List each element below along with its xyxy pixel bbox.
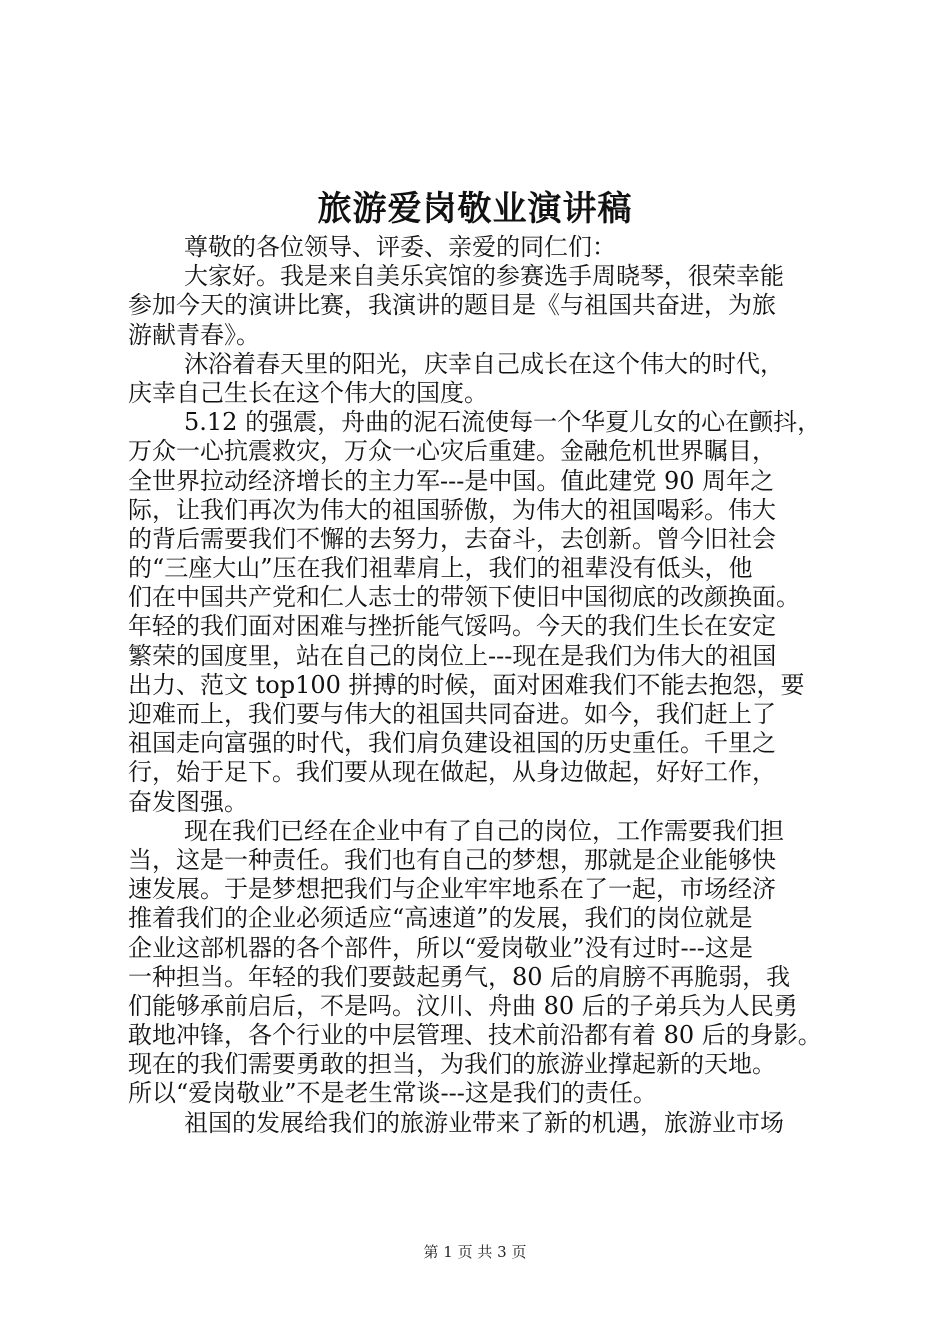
body-line: 祖国的发展给我们的旅游业带来了新的机遇，旅游业市场 <box>184 1108 784 1137</box>
body-line: 行，始于足下。我们要从现在做起，从身边做起，好好工作， <box>128 758 776 787</box>
body-line: 的背后需要我们不懈的去努力，去奋斗，去创新。曾今旧社会 <box>128 524 776 553</box>
body-line: 繁荣的国度里，站在自己的岗位上---现在是我们为伟大的祖国 <box>128 641 777 670</box>
body-line: 当，这是一种责任。我们也有自己的梦想，那就是企业能够快 <box>128 845 776 874</box>
body-line: 庆幸自己生长在这个伟大的国度。 <box>128 378 488 407</box>
document-title: 旅游爱岗敬业演讲稿 <box>317 189 633 229</box>
document-body <box>128 233 833 1138</box>
body-line: 万众一心抗震救灾，万众一心灾后重建。金融危机世界瞩目， <box>128 437 776 466</box>
page-footer: 第 1 页 共 3 页 <box>423 1243 527 1261</box>
body-line: 参加今天的演讲比赛，我演讲的题目是《与祖国共奋进，为旅 <box>128 291 776 320</box>
body-line: 现在的我们需要勇敢的担当，为我们的旅游业撑起新的天地。 <box>128 1050 776 1079</box>
body-line: 敢地冲锋，各个行业的中层管理、技术前沿都有着 80 后的身影。 <box>128 1021 822 1050</box>
body-line: 推着我们的企业必须适应“高速道”的发展，我们的岗位就是 <box>128 904 753 933</box>
body-line: 全世界拉动经济增长的主力军---是中国。值此建党 90 周年之 <box>128 466 775 495</box>
body-line: 年轻的我们面对困难与挫折能气馁吗。今天的我们生长在安定 <box>128 612 776 641</box>
body-line: 迎难而上，我们要与伟大的祖国共同奋进。如今，我们赶上了 <box>128 700 776 728</box>
body-line: 奋发图强。 <box>128 787 248 816</box>
body-line: 大家好。我是来自美乐宾馆的参赛选手周晓琴，很荣幸能 <box>184 262 784 291</box>
body-line: 沐浴着春天里的阳光，庆幸自己成长在这个伟大的时代， <box>184 349 784 378</box>
body-line: 们在中国共产党和仁人志士的带领下使旧中国彻底的改颜换面。 <box>128 583 800 612</box>
body-line: 5.12 的强震，舟曲的泥石流使每一个华夏儿女的心在颤抖， <box>184 408 822 437</box>
body-line: 际，让我们再次为伟大的祖国骄傲，为伟大的祖国喝彩。伟大 <box>128 495 776 524</box>
body-line: 的“三座大山”压在我们祖辈肩上，我们的祖辈没有低头，他 <box>128 554 753 583</box>
body-line: 游献青春》。 <box>128 320 260 349</box>
body-line: 现在我们已经在企业中有了自己的岗位，工作需要我们担 <box>184 816 784 845</box>
body-line: 出力、范文 top100 拼搏的时候，面对困难我们不能去抱怨，要 <box>128 670 805 699</box>
body-line: 尊敬的各位领导、评委、亲爱的同仁们： <box>184 233 616 261</box>
body-line: 企业这部机器的各个部件，所以“爱岗敬业”没有过时---这是 <box>128 933 753 962</box>
body-line: 速发展。于是梦想把我们与企业牢牢地系在了一起，市场经济 <box>128 875 776 904</box>
body-line: 祖国走向富强的时代，我们肩负建设祖国的历史重任。千里之 <box>128 729 776 758</box>
body-line: 所以“爱岗敬业”不是老生常谈---这是我们的责任。 <box>128 1079 657 1108</box>
body-line: 们能够承前启后，不是吗。汶川、舟曲 80 后的子弟兵为人民勇 <box>128 991 798 1020</box>
body-line: 一种担当。年轻的我们要鼓起勇气，80 后的肩膀不再脆弱，我 <box>128 962 791 991</box>
